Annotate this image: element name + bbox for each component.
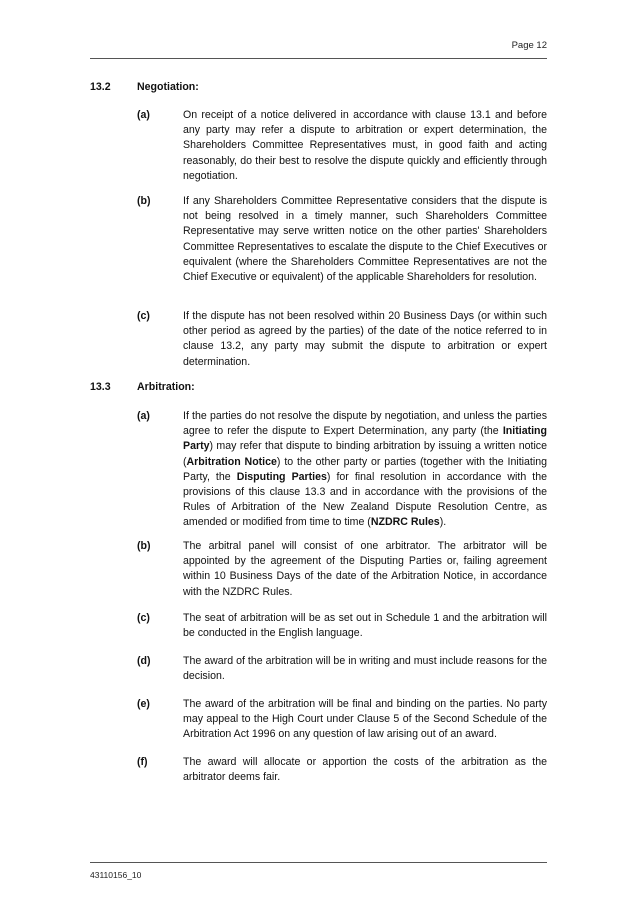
clause-label: (e) [137, 698, 150, 710]
defined-term: Disputing Parties [236, 470, 327, 483]
clause-label: (a) [137, 410, 150, 422]
clause-text [183, 409, 547, 531]
defined-term: Initiating Party [183, 425, 547, 453]
text-run: On receipt of a notice delivered in accordance with clause 13.1 and before any party may refer a dispute to arbitration or expert determination, the Shareholders Committee Representatives must, in good faith and acting reasonably, do their best to resolve the dispute quickly and efficiently through negotiation. [183, 109, 547, 182]
clause-label: (c) [137, 310, 150, 322]
page-number: Page 12 [511, 40, 547, 51]
clause-text [183, 611, 547, 641]
clause-text [183, 194, 547, 285]
text-run: The seat of arbitration will be as set out in Schedule 1 and the arbitration will be conducted in the English language. [183, 612, 547, 640]
header-rule [90, 58, 547, 59]
text-run: ) may refer that dispute to binding arbitration by issuing a written notice ( [183, 440, 547, 468]
clause-label: (b) [137, 540, 151, 552]
clause-text [183, 755, 547, 785]
text-run: If the dispute has not been resolved within 20 Business Days (or within such other period as agreed by the parties) of the date of the notice referred to in clause 13.2, any party may submit the dispute to arbitration or expert determination. [183, 310, 547, 368]
defined-term: Arbitration Notice [186, 455, 277, 468]
text-run: ) for final resolution in accordance with the provisions of this clause 13.3 and in accordance with the provisions of the Rules of Arbitration of the New Zealand Dispute Resolution Centre, as amended or modified from time to time ( [183, 470, 547, 529]
text-run: The award will allocate or apportion the costs of the arbitration as the arbitrator deems fair. [183, 756, 547, 784]
defined-term: NZDRC Rules [370, 516, 440, 529]
clause-text [183, 309, 547, 370]
footer-rule [90, 862, 547, 863]
page-footer [90, 862, 547, 880]
section-number: 13.3 [90, 381, 111, 393]
text-run: The arbitral panel will consist of one arbitrator. The arbitrator will be appointed by the agreement of the Disputing Parties or, failing agreement within 10 Business Days of the date of the Arbitration Notice, in accordance with the NZDRC Rules. [183, 540, 547, 598]
section-title: Negotiation: [137, 81, 199, 93]
text-run: If any Shareholders Committee Representative considers that the dispute is not being resolved in a timely manner, such Shareholders Committee Representative may serve written notice on the other parties' Shareholders Committee Representatives to escalate the dispute to the Chief Executives or equivalent (where the Shareholders Committee Representatives are not the Chief Executive or equivalent) of the applicable Shareholders for resolution. [183, 195, 547, 284]
clause-label: (a) [137, 109, 150, 121]
clause-text [183, 108, 547, 184]
text-run: The award of the arbitration will be final and binding on the parties. No party may appeal to the High Court under Clause 5 of the Second Schedule of the Arbitration Act 1996 on any question of law arising out of an award. [183, 698, 547, 741]
clause-label: (c) [137, 612, 150, 624]
text-run: The award of the arbitration will be in writing and must include reasons for the decision. [183, 655, 547, 683]
text-run: If the parties do not resolve the dispute by negotiation, and unless the parties agree to refer the dispute to Expert Determination, any party (the [183, 410, 547, 438]
page-header [90, 38, 547, 58]
text-run: ). [439, 516, 447, 529]
clause-text [183, 654, 547, 684]
clause-label: (b) [137, 195, 151, 207]
text-run: ) to the other party or parties (together with the Initiating Party, the [183, 455, 547, 483]
clause-text [183, 539, 547, 600]
document-id: 43110156_10 [90, 870, 142, 880]
section-title: Arbitration: [137, 381, 195, 393]
section-number: 13.2 [90, 81, 111, 93]
clause-text [183, 697, 547, 743]
clause-label: (d) [137, 655, 151, 667]
clause-label: (f) [137, 756, 148, 768]
